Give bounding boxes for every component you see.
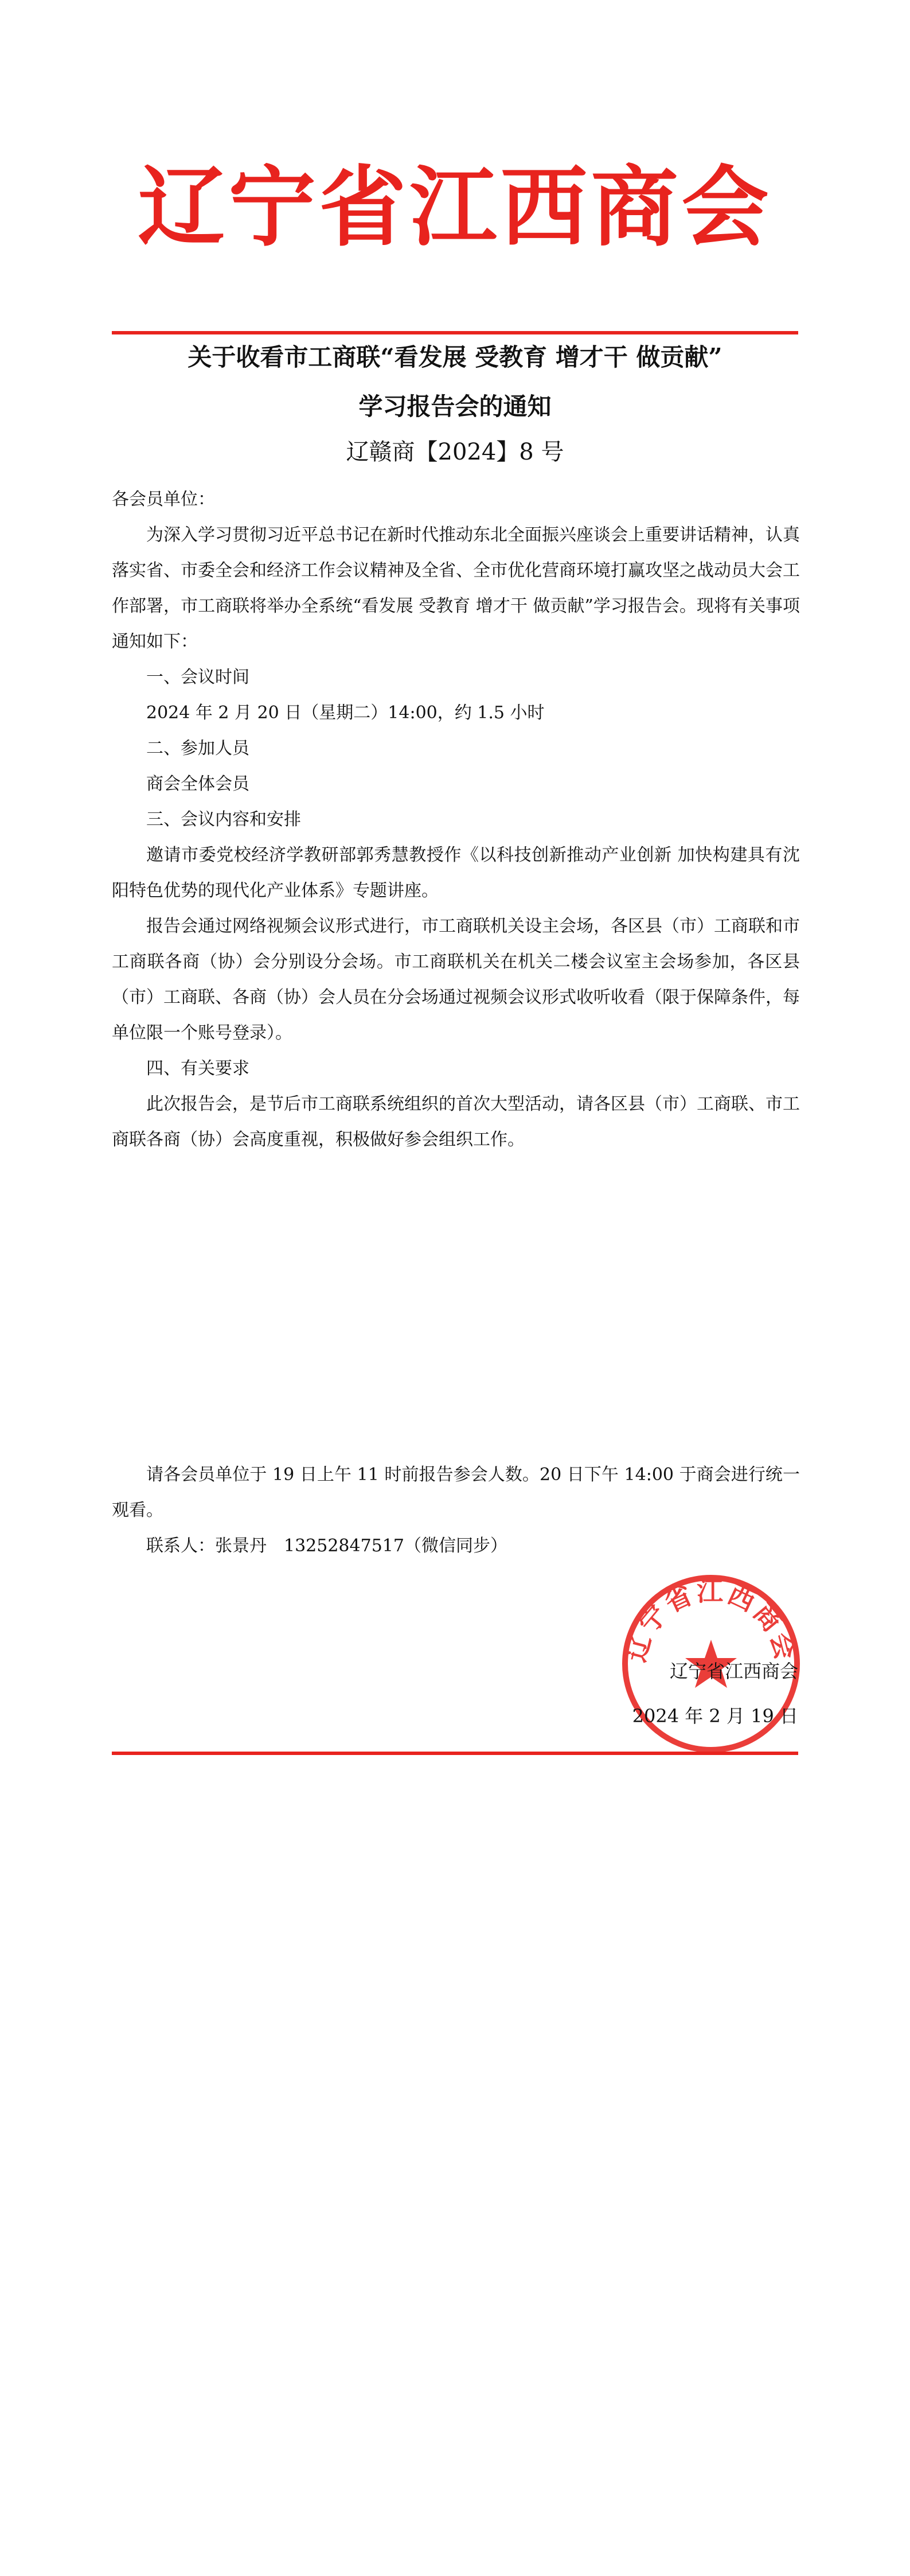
seal-text: 辽宁省江西商会 [620, 1575, 802, 1666]
requirements: 此次报告会，是节后市工商联系统组织的首次大型活动，请各区县（市）工商联、市工商联各商（协）会高度重视，积极做好参会组织工作。 [112, 1094, 800, 1150]
section-heading-content: 三、会议内容和安排 [146, 810, 301, 830]
section-heading-requirements: 四、有关要求 [146, 1059, 249, 1079]
footer-rule [112, 1752, 798, 1755]
signature-organization: 辽宁省江西商会 [669, 1660, 798, 1682]
notice-title-line2: 学习报告会的通知 [358, 392, 552, 421]
contact-person: 联系人：张景丹 13252847517（微信同步） [146, 1536, 507, 1556]
venue-arrangement: 报告会通过网络视频会议形式进行，市工商联机关设主会场，各区县（市）工商联和市工商联各商（协）会分别设分会场。市工商联机关在机关二楼会议室主会场参加，各区县（市）工商联、各商（协）会人员在分会场通过视频会议形式收听收看（限于保障条件，每单位限一个账号登录）。 [112, 916, 800, 1043]
section-heading-attendees: 二、参加人员 [146, 738, 249, 758]
notice-title-line1: 关于收看市工商联“看发展 受教育 增才干 做贡献” [188, 343, 722, 371]
body-text [112, 517, 800, 1158]
salutation: 各会员单位： [112, 489, 215, 509]
intro-paragraph: 为深入学习贯彻习近平总书记在新时代推动东北全面振兴座谈会上重要讲话精神，认真落实省、市委全会和经济工作会议精神及全省、全市优化营商环境打赢攻坚之战动员大会工作部署，市工商联将举办全系统“看发展 受教育 增才干 做贡献”学习报告会。现将有关事项通知如下： [112, 525, 800, 652]
attendees: 商会全体会员 [146, 774, 249, 794]
notice-footer-text [112, 1457, 800, 1564]
attendance-report-notice: 请各会员单位于 19 日上午 11 时前报告参会人数。20 日下午 14:00 于商会进行统一观看。 [112, 1465, 800, 1520]
signature-date: 2024 年 2 月 19 日 [632, 1705, 798, 1727]
document-number: 辽赣商【2024】8 号 [346, 439, 564, 465]
meeting-time: 2024 年 2 月 20 日（星期二）14:00，约 1.5 小时 [146, 703, 545, 723]
lecture-description: 邀请市委党校经济学教研部郭秀慧教授作《以科技创新推动产业创新 加快构建具有沈阳特色优势的现代化产业体系》专题讲座。 [112, 845, 800, 901]
masthead-rule [112, 331, 798, 334]
section-heading-time: 一、会议时间 [146, 667, 249, 687]
masthead-title: 辽宁省江西商会 [138, 155, 772, 258]
